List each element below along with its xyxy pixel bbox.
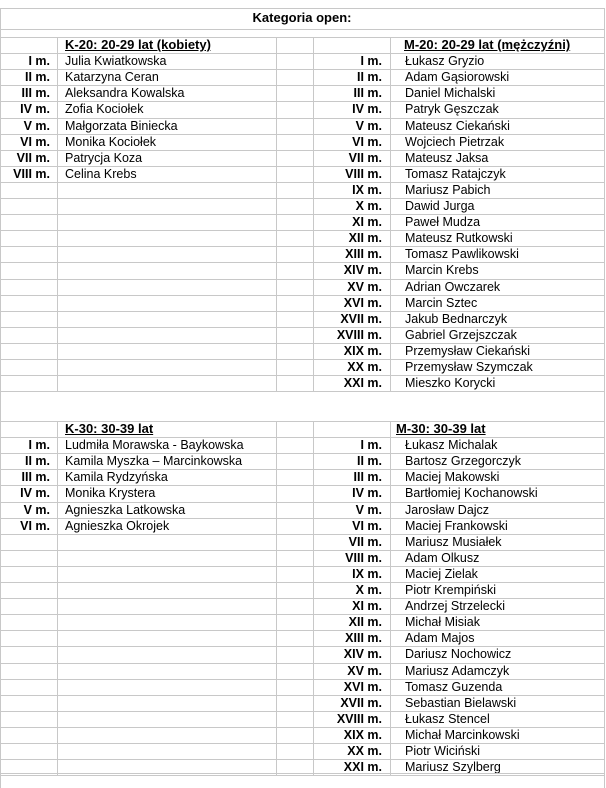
rank-cell: VIII m.	[345, 167, 382, 181]
competitor-name: Kamila Myszka – Marcinkowska	[65, 454, 243, 468]
rank-cell: XX m.	[347, 360, 382, 374]
rank-cell: V m.	[23, 119, 50, 133]
competitor-name: Adam Gąsiorowski	[405, 70, 510, 84]
competitor-name: Aleksandra Kowalska	[65, 86, 185, 100]
column-divider	[313, 421, 314, 775]
rank-cell: I m.	[360, 438, 382, 452]
competitor-name: Mieszko Korycki	[405, 376, 496, 390]
column-divider	[390, 37, 391, 391]
competitor-name: Dawid Jurga	[405, 199, 475, 213]
rank-cell: XXI m.	[343, 760, 382, 774]
section-header-men: M-20: 20-29 lat (mężczyźni)	[404, 37, 571, 52]
competitor-name: Piotr Wiciński	[405, 744, 481, 758]
column-divider	[57, 421, 58, 775]
rank-cell: VI m.	[20, 519, 50, 533]
row-divider	[0, 773, 604, 774]
competitor-name: Mateusz Jaksa	[405, 151, 489, 165]
rank-cell: XVII m.	[340, 312, 382, 326]
competitor-name: Tomasz Guzenda	[405, 680, 503, 694]
competitor-name: Mateusz Ciekański	[405, 119, 510, 133]
competitor-name: Marcin Sztec	[405, 296, 478, 310]
competitor-name: Jakub Bednarczyk	[405, 312, 508, 326]
section-header-women: K-30: 30-39 lat	[65, 421, 154, 436]
competitor-name: Mariusz Pabich	[405, 183, 491, 197]
section-header-men: M-30: 30-39 lat	[396, 421, 486, 436]
competitor-name: Monika Krystera	[65, 486, 156, 500]
rank-cell: II m.	[24, 70, 50, 84]
rank-cell: XVIII m.	[336, 712, 382, 726]
rank-cell: XXI m.	[343, 376, 382, 390]
competitor-name: Monika Kociołek	[65, 135, 157, 149]
row-divider	[0, 29, 604, 30]
competitor-name: Przemysław Ciekański	[405, 344, 531, 358]
competitor-name: Mariusz Adamczyk	[405, 664, 510, 678]
rank-cell: XII m.	[348, 615, 382, 629]
competitor-name: Kamila Rydzyńska	[65, 470, 168, 484]
competitor-name: Małgorzata Biniecka	[65, 119, 178, 133]
page-title: Kategoria open:	[252, 10, 352, 25]
competitor-name: Michał Marcinkowski	[405, 728, 520, 742]
rank-cell: V m.	[23, 503, 50, 517]
competitor-name: Agnieszka Latkowska	[65, 503, 186, 517]
competitor-name: Andrzej Strzelecki	[405, 599, 506, 613]
competitor-name: Dariusz Nochowicz	[405, 647, 512, 661]
rank-cell: VI m.	[20, 135, 50, 149]
competitor-name: Celina Krebs	[65, 167, 137, 181]
column-divider	[604, 8, 605, 788]
rank-cell: VIII m.	[13, 167, 50, 181]
rank-cell: VII m.	[348, 535, 382, 549]
competitor-name: Maciej Zielak	[405, 567, 478, 581]
rank-cell: XV m.	[347, 664, 382, 678]
row-divider	[0, 775, 604, 776]
rank-cell: VII m.	[16, 151, 50, 165]
rank-cell: X m.	[355, 583, 382, 597]
rank-cell: VI m.	[352, 519, 382, 533]
competitor-name: Piotr Krempiński	[405, 583, 496, 597]
competitor-name: Agnieszka Okrojek	[65, 519, 170, 533]
competitor-name: Patryk Gęszczak	[405, 102, 499, 116]
rank-cell: XIII m.	[345, 631, 382, 645]
competitor-name: Zofia Kociołek	[65, 102, 144, 116]
competitor-name: Sebastian Bielawski	[405, 696, 517, 710]
rank-cell: III m.	[353, 86, 382, 100]
rank-cell: II m.	[356, 70, 382, 84]
rank-cell: VI m.	[352, 135, 382, 149]
competitor-name: Julia Kwiatkowska	[65, 54, 167, 68]
rank-cell: XIV m.	[343, 647, 382, 661]
competitor-name: Łukasz Michalak	[405, 438, 498, 452]
competitor-name: Wojciech Pietrzak	[405, 135, 505, 149]
rank-cell: XI m.	[352, 599, 382, 613]
rank-cell: IV m.	[20, 486, 50, 500]
competitor-name: Michał Misiak	[405, 615, 481, 629]
rank-cell: XIII m.	[345, 247, 382, 261]
rank-cell: XVII m.	[340, 696, 382, 710]
row-divider	[0, 8, 604, 9]
rank-cell: VIII m.	[345, 551, 382, 565]
column-divider	[57, 37, 58, 391]
rank-cell: VII m.	[348, 151, 382, 165]
competitor-name: Maciej Makowski	[405, 470, 500, 484]
competitor-name: Adrian Owczarek	[405, 280, 501, 294]
column-divider	[313, 37, 314, 391]
competitor-name: Przemysław Szymczak	[405, 360, 533, 374]
rank-cell: XVI m.	[343, 296, 382, 310]
competitor-name: Mariusz Szylberg	[405, 760, 501, 774]
competitor-name: Daniel Michalski	[405, 86, 496, 100]
competitor-name: Ludmiła Morawska - Baykowska	[65, 438, 244, 452]
rank-cell: I m.	[28, 54, 50, 68]
rank-cell: III m.	[21, 86, 50, 100]
competitor-name: Mariusz Musiałek	[405, 535, 502, 549]
competitor-name: Gabriel Grzejszczak	[405, 328, 517, 342]
competitor-name: Łukasz Gryzio	[405, 54, 485, 68]
competitor-name: Łukasz Stencel	[405, 712, 490, 726]
rank-cell: IX m.	[352, 567, 382, 581]
competitor-name: Tomasz Pawlikowski	[405, 247, 519, 261]
rank-cell: III m.	[21, 470, 50, 484]
rank-cell: X m.	[355, 199, 382, 213]
rank-cell: XII m.	[348, 231, 382, 245]
section-header-women: K-20: 20-29 lat (kobiety)	[65, 37, 211, 52]
rank-cell: II m.	[356, 454, 382, 468]
rank-cell: XI m.	[352, 215, 382, 229]
competitor-name: Patrycja Koza	[65, 151, 143, 165]
competitor-name: Paweł Mudza	[405, 215, 481, 229]
competitor-name: Jarosław Dajcz	[405, 503, 490, 517]
rank-cell: XIX m.	[343, 344, 382, 358]
rank-cell: IX m.	[352, 183, 382, 197]
rank-cell: XVIII m.	[336, 328, 382, 342]
rank-cell: IV m.	[352, 102, 382, 116]
rank-cell: V m.	[355, 119, 382, 133]
competitor-name: Marcin Krebs	[405, 263, 479, 277]
rank-cell: II m.	[24, 454, 50, 468]
competitor-name: Katarzyna Ceran	[65, 70, 159, 84]
column-divider	[276, 37, 277, 391]
competitor-name: Maciej Frankowski	[405, 519, 508, 533]
rank-cell: XV m.	[347, 280, 382, 294]
competitor-name: Bartłomiej Kochanowski	[405, 486, 538, 500]
competitor-name: Adam Majos	[405, 631, 475, 645]
rank-cell: XIV m.	[343, 263, 382, 277]
row-divider	[0, 391, 604, 392]
rank-cell: I m.	[360, 54, 382, 68]
rank-cell: V m.	[355, 503, 382, 517]
rank-cell: III m.	[353, 470, 382, 484]
rank-cell: XVI m.	[343, 680, 382, 694]
competitor-name: Adam Olkusz	[405, 551, 480, 565]
rank-cell: I m.	[28, 438, 50, 452]
rank-cell: IV m.	[352, 486, 382, 500]
column-divider	[276, 421, 277, 775]
rank-cell: XX m.	[347, 744, 382, 758]
competitor-name: Tomasz Ratajczyk	[405, 167, 506, 181]
rank-cell: IV m.	[20, 102, 50, 116]
competitor-name: Mateusz Rutkowski	[405, 231, 513, 245]
rank-cell: XIX m.	[343, 728, 382, 742]
column-divider	[390, 421, 391, 775]
competitor-name: Bartosz Grzegorczyk	[405, 454, 522, 468]
